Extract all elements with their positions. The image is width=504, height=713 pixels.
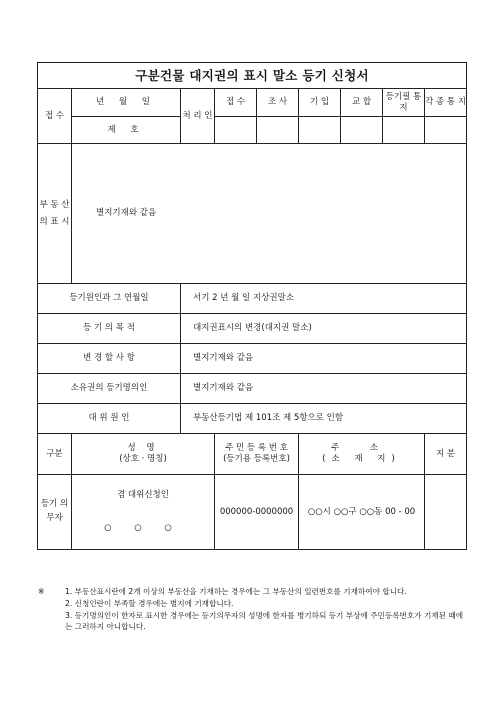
cell-investigation-value[interactable] (257, 117, 299, 144)
row-label-subrogation: 대 위 원 인 (38, 404, 181, 434)
col-various-notice: 각 종 통 지 (425, 89, 467, 117)
note-item-2 (38, 598, 468, 610)
party-name-title: 성 명 (127, 443, 159, 454)
party-name-header (72, 434, 215, 475)
obligor-address[interactable]: ○○시 ○○구 ○○동 00 - 00 (299, 475, 425, 550)
obligor-name-line1: 겸 대위신청인 (117, 490, 169, 501)
party-address-header (299, 434, 425, 475)
row-value-purpose[interactable]: 대지권표시의 변경(대지권 말소) (181, 314, 467, 344)
row-label-owner: 소유권의 등기명의인 (38, 374, 181, 404)
party-id-title: 주 민 등 록 번 호 (225, 443, 288, 454)
col-reception: 접 수 (215, 89, 257, 117)
property-value[interactable]: 별지기재와 같음 (72, 144, 467, 284)
party-id-header (215, 434, 299, 475)
note-text-3: 3. 등기명의인이 한자로 표시한 경우에는 등기의무자의 성명에 한자를 병기하되 등기 부상에 주민등록번호가 기재된 때에는 그러하지 아니합니다. (65, 610, 464, 632)
notes-section (38, 586, 468, 633)
obligor-name-line2: ○ ○ ○ (104, 523, 182, 533)
note-item-3 (38, 610, 468, 634)
row-label-cause: 등기원인과 그 연월일 (38, 284, 181, 314)
row-label-purpose: 등 기 의 목 적 (38, 314, 181, 344)
note-text-2: 2. 신청인란이 부족할 경우에는 별지에 기재합니다. (65, 598, 234, 608)
party-category-header: 구분 (38, 434, 72, 475)
col-completion-notice: 등기필 통 지 (383, 89, 425, 117)
party-address-sub: (소 재 지) (322, 454, 401, 464)
note-mark: ※ (38, 587, 45, 596)
row-value-owner[interactable]: 별지기재와 같음 (181, 374, 467, 404)
party-address-title: 주 소 (330, 443, 393, 454)
note-item-1 (38, 586, 468, 598)
form-title: 구분건물 대지권의 표시 말소 등기 신청서 (38, 63, 467, 89)
reception-number-label: 제 호 (72, 117, 181, 144)
party-name-sub: (상호 · 명칭) (119, 454, 167, 464)
property-label: 부 동 산 의 표 시 (38, 144, 72, 284)
obligor-label: 등기 의무자 (38, 475, 72, 550)
row-label-changes: 변 경 할 사 항 (38, 344, 181, 374)
application-form-table (37, 62, 467, 550)
col-collation: 교 합 (341, 89, 383, 117)
col-investigation: 조 사 (257, 89, 299, 117)
cell-entry-value[interactable] (299, 117, 341, 144)
reception-label: 접 수 (38, 89, 72, 144)
row-value-subrogation[interactable]: 부동산등기법 제 101조 제 5항으로 인함 (181, 404, 467, 434)
cell-collation-value[interactable] (341, 117, 383, 144)
col-entry: 기 입 (299, 89, 341, 117)
obligor-name-cell[interactable] (72, 475, 215, 550)
obligor-id[interactable]: 000000-0000000 (215, 475, 299, 550)
cell-completion-notice-value[interactable] (383, 117, 425, 144)
note-text-1: 1. 부동산표시란에 2개 이상의 부동산을 기재하는 경우에는 그 부동산의 일련번호를 기재하여야 합니다. (65, 587, 407, 596)
row-value-cause[interactable]: 서기 2 년 월 일 지상권말소 (181, 284, 467, 314)
party-share-header: 지 분 (425, 434, 467, 475)
party-id-sub: (등기용 등록번호) (223, 454, 290, 464)
cell-reception-value[interactable] (215, 117, 257, 144)
row-value-changes[interactable]: 별지기재와 같음 (181, 344, 467, 374)
reception-date-label: 년 월 일 (72, 89, 181, 117)
obligor-share[interactable] (425, 475, 467, 550)
processing-label: 처 리 인 (181, 89, 215, 144)
cell-various-notice-value[interactable] (425, 117, 467, 144)
